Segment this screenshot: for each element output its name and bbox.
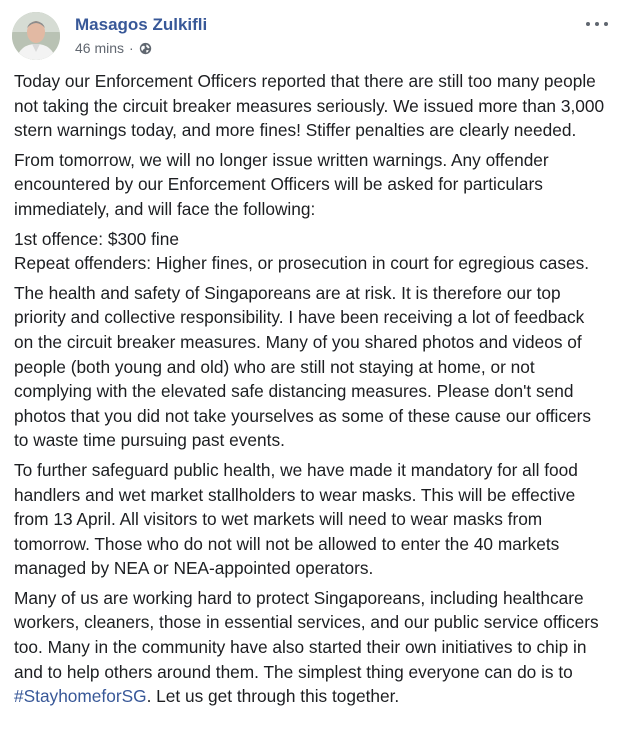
more-dot (595, 22, 599, 26)
more-options-icon[interactable] (586, 14, 608, 34)
post-paragraph: Today our Enforcement Officers reported that there are still too many people not taking the circuit breaker measures seriously. We issued more than 3,000 stern warnings today, and more fines! Stiffer penalties are clearly needed. (14, 71, 605, 141)
post-header (12, 12, 608, 62)
author-name[interactable]: Masagos Zulkifli (75, 15, 208, 34)
post-paragraph: The health and safety of Singaporeans are at risk. It is therefore our top priority and collective responsibility. I have been receiving a lot of feedback on the circuit breaker measures. Many of you shared photos and videos of people (both young and old) who are still not staying at home, or not complying with the elevated safe distancing measures. Please don't send photos that you did not take yourselves as some of these cause our officers to waste time pursuing past events. (14, 282, 592, 451)
meta-separator: · (129, 40, 134, 56)
globe-icon[interactable] (139, 42, 152, 55)
hashtag-link[interactable]: #StayhomeforSG (14, 686, 147, 707)
post-body (14, 69, 608, 714)
avatar[interactable] (12, 12, 60, 60)
post-line: 1st offence: $300 fine (14, 228, 179, 249)
post-paragraph: To further safeguard public health, we have made it mandatory for all food handlers and wet market stallholders to wear masks. This will be effective from 13 April. All visitors to wet markets will need to wear masks from tomorrow. Those who do not will not be allowed to enter the 40 markets managed by NEA or NEA-appointed operators. (14, 459, 578, 579)
more-dot (586, 22, 590, 26)
profile-photo-icon (12, 12, 60, 60)
post-timestamp[interactable]: 46 mins (75, 40, 125, 56)
post-meta (75, 40, 152, 56)
post-text: Many of us are working hard to protect Singaporeans, including healthcare workers, cleaners, those in essential services, and our public service officers too. Many in the community have also started their own initiatives to chip in and to help others around them. The simplest thing everyone can do is to (14, 587, 599, 682)
post-line: Repeat offenders: Higher fines, or prosecution in court for egregious cases. (14, 253, 590, 274)
post-text: . Let us get through this together. (146, 686, 400, 707)
post-paragraph: From tomorrow, we will no longer issue written warnings. Any offender encountered by our Enforcement Officers will be asked for particulars immediately, and will face the following: (14, 149, 549, 219)
more-dot (604, 22, 608, 26)
post-paragraph (14, 586, 608, 709)
